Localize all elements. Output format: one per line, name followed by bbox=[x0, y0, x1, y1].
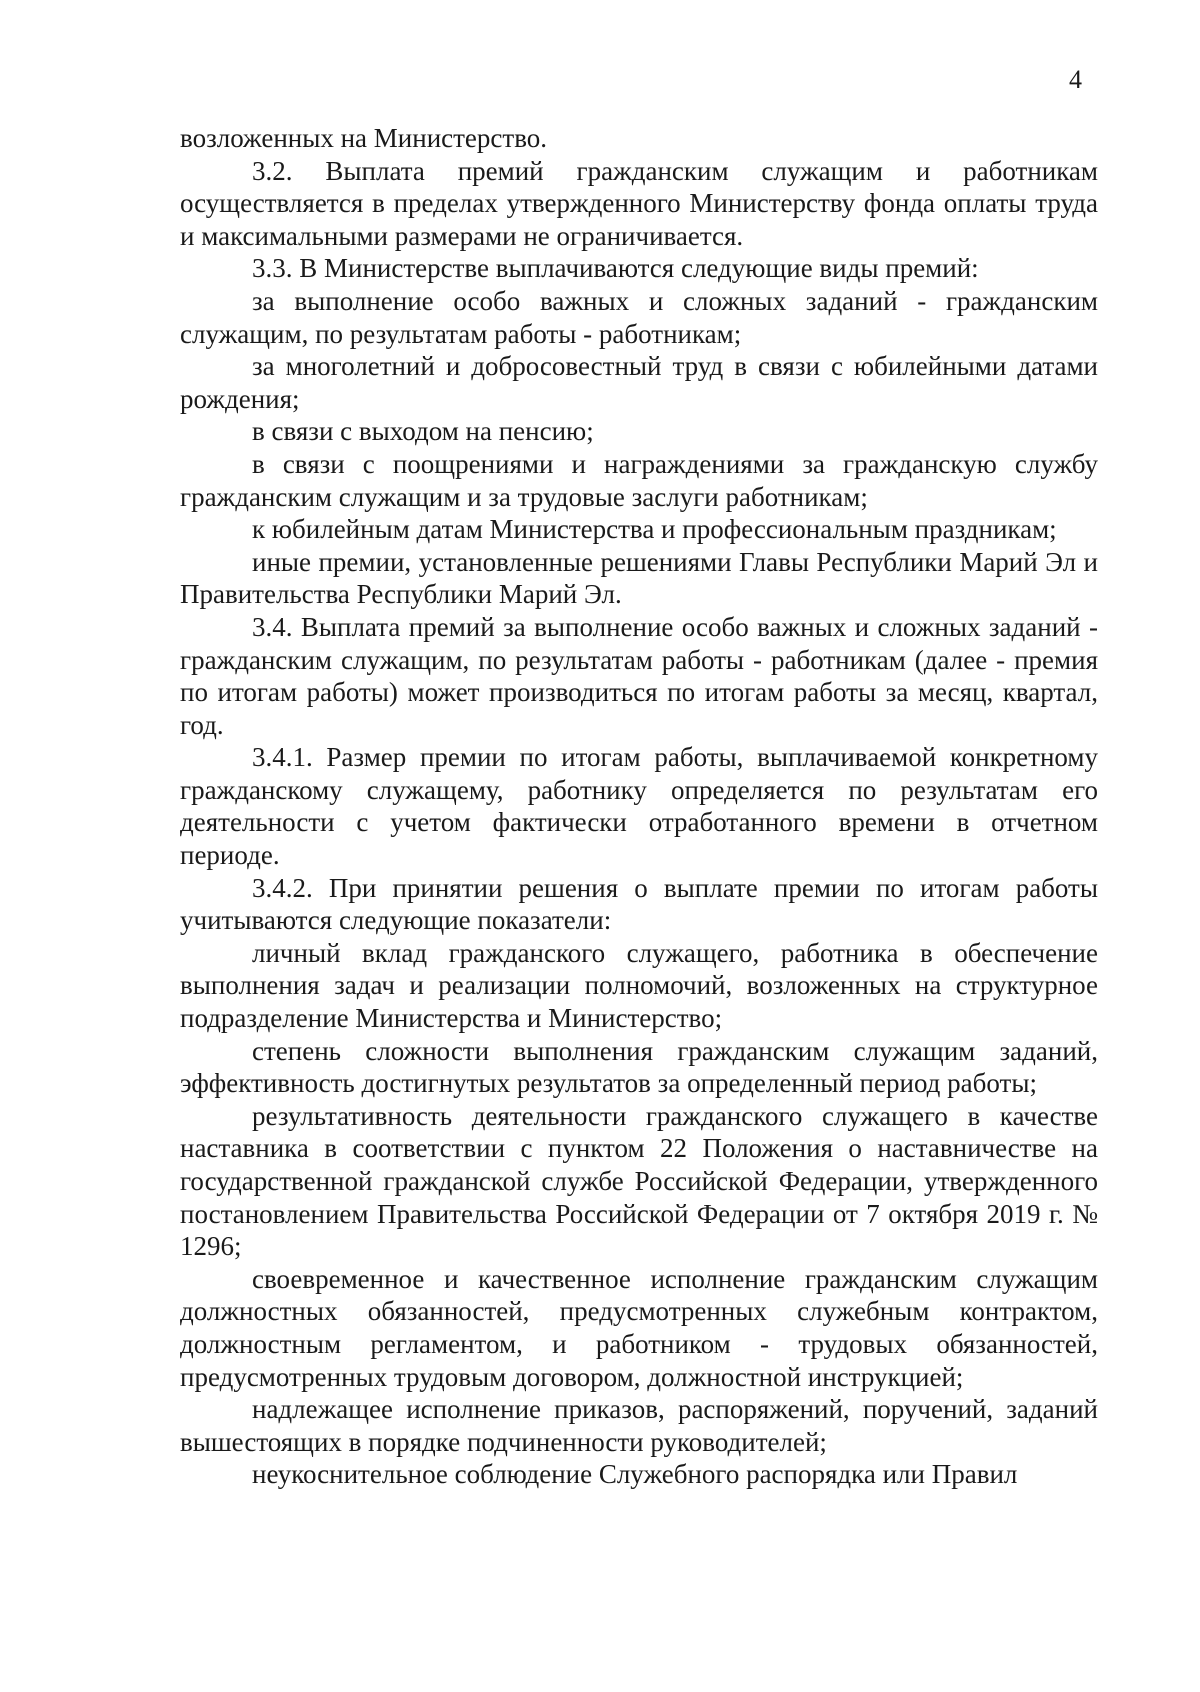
document-body bbox=[180, 122, 1098, 1491]
paragraph-3-2: 3.2. Выплата премий гражданским служащим и работникам осуществляется в пределах утвержденного Министерству фонда оплаты труда и максимальными размерами не ограничивается. bbox=[180, 155, 1098, 251]
paragraph-3-3: 3.3. В Министерстве выплачиваются следующие виды премий: bbox=[252, 253, 979, 284]
paragraph-3-4-2: 3.4.2. При принятии решения о выплате премии по итогам работы учитываются следующие показатели: bbox=[180, 872, 1098, 936]
paragraph-3-4-1: 3.4.1. Размер премии по итогам работы, выплачиваемой конкретному гражданскому служащему, работнику определяется по результатам его деятельности с учетом фактически отработанного времени в отчетном периоде. bbox=[180, 742, 1098, 871]
list-item-bonus-type: иные премии, установленные решениями Главы Республики Марий Эл и Правительства Республики Марий Эл. bbox=[180, 546, 1098, 610]
list-item-indicator: своевременное и качественное исполнение гражданским служащим должностных обязанностей, предусмотренных служебным контрактом, должностным регламентом, и работником - трудовых обязанностей, предусмотренных трудовым договором, должностной инструкцией; bbox=[180, 1263, 1098, 1392]
list-item-indicator: степень сложности выполнения гражданским служащим заданий, эффективность достигнутых результатов за определенный период работы; bbox=[180, 1035, 1098, 1099]
page-number: 4 bbox=[1069, 65, 1082, 94]
list-item-indicator: результативность деятельности гражданского служащего в качестве наставника в соответствии с пунктом 22 Положения о наставничестве на государственной гражданской службе Российской Федерации, утвержденного постановлением Правительства Российской Федерации от 7 октября 2019 г. № 1296; bbox=[180, 1100, 1098, 1262]
list-item-bonus-type: в связи с поощрениями и награждениями за гражданскую службу гражданским служащим и за трудовые заслуги работникам; bbox=[180, 448, 1098, 512]
list-item-indicator: личный вклад гражданского служащего, работника в обеспечение выполнения задач и реализации полномочий, возложенных на структурное подразделение Министерства и Министерство; bbox=[180, 937, 1098, 1034]
paragraph-continuation: возложенных на Министерство. bbox=[180, 123, 548, 153]
list-item-indicator: надлежащее исполнение приказов, распоряжений, поручений, заданий вышестоящих в порядке подчиненности руководителей; bbox=[180, 1394, 1098, 1457]
list-item-bonus-type: за многолетний и добросовестный труд в связи с юбилейными датами рождения; bbox=[180, 351, 1098, 414]
list-item-bonus-type: в связи с выходом на пенсию; bbox=[252, 416, 594, 447]
list-item-bonus-type: за выполнение особо важных и сложных заданий - гражданским служащим, по результатам работы - работникам; bbox=[180, 285, 1098, 349]
paragraph-3-4: 3.4. Выплата премий за выполнение особо важных и сложных заданий - гражданским служащим, по результатам работы - работникам (далее - премия по итогам работы) может производиться по итогам работы за месяц, квартал, год. bbox=[180, 611, 1098, 740]
list-item-indicator: неукоснительное соблюдение Служебного распорядка или Правил bbox=[252, 1459, 1018, 1490]
list-item-bonus-type: к юбилейным датам Министерства и профессиональным праздникам; bbox=[252, 514, 1057, 545]
